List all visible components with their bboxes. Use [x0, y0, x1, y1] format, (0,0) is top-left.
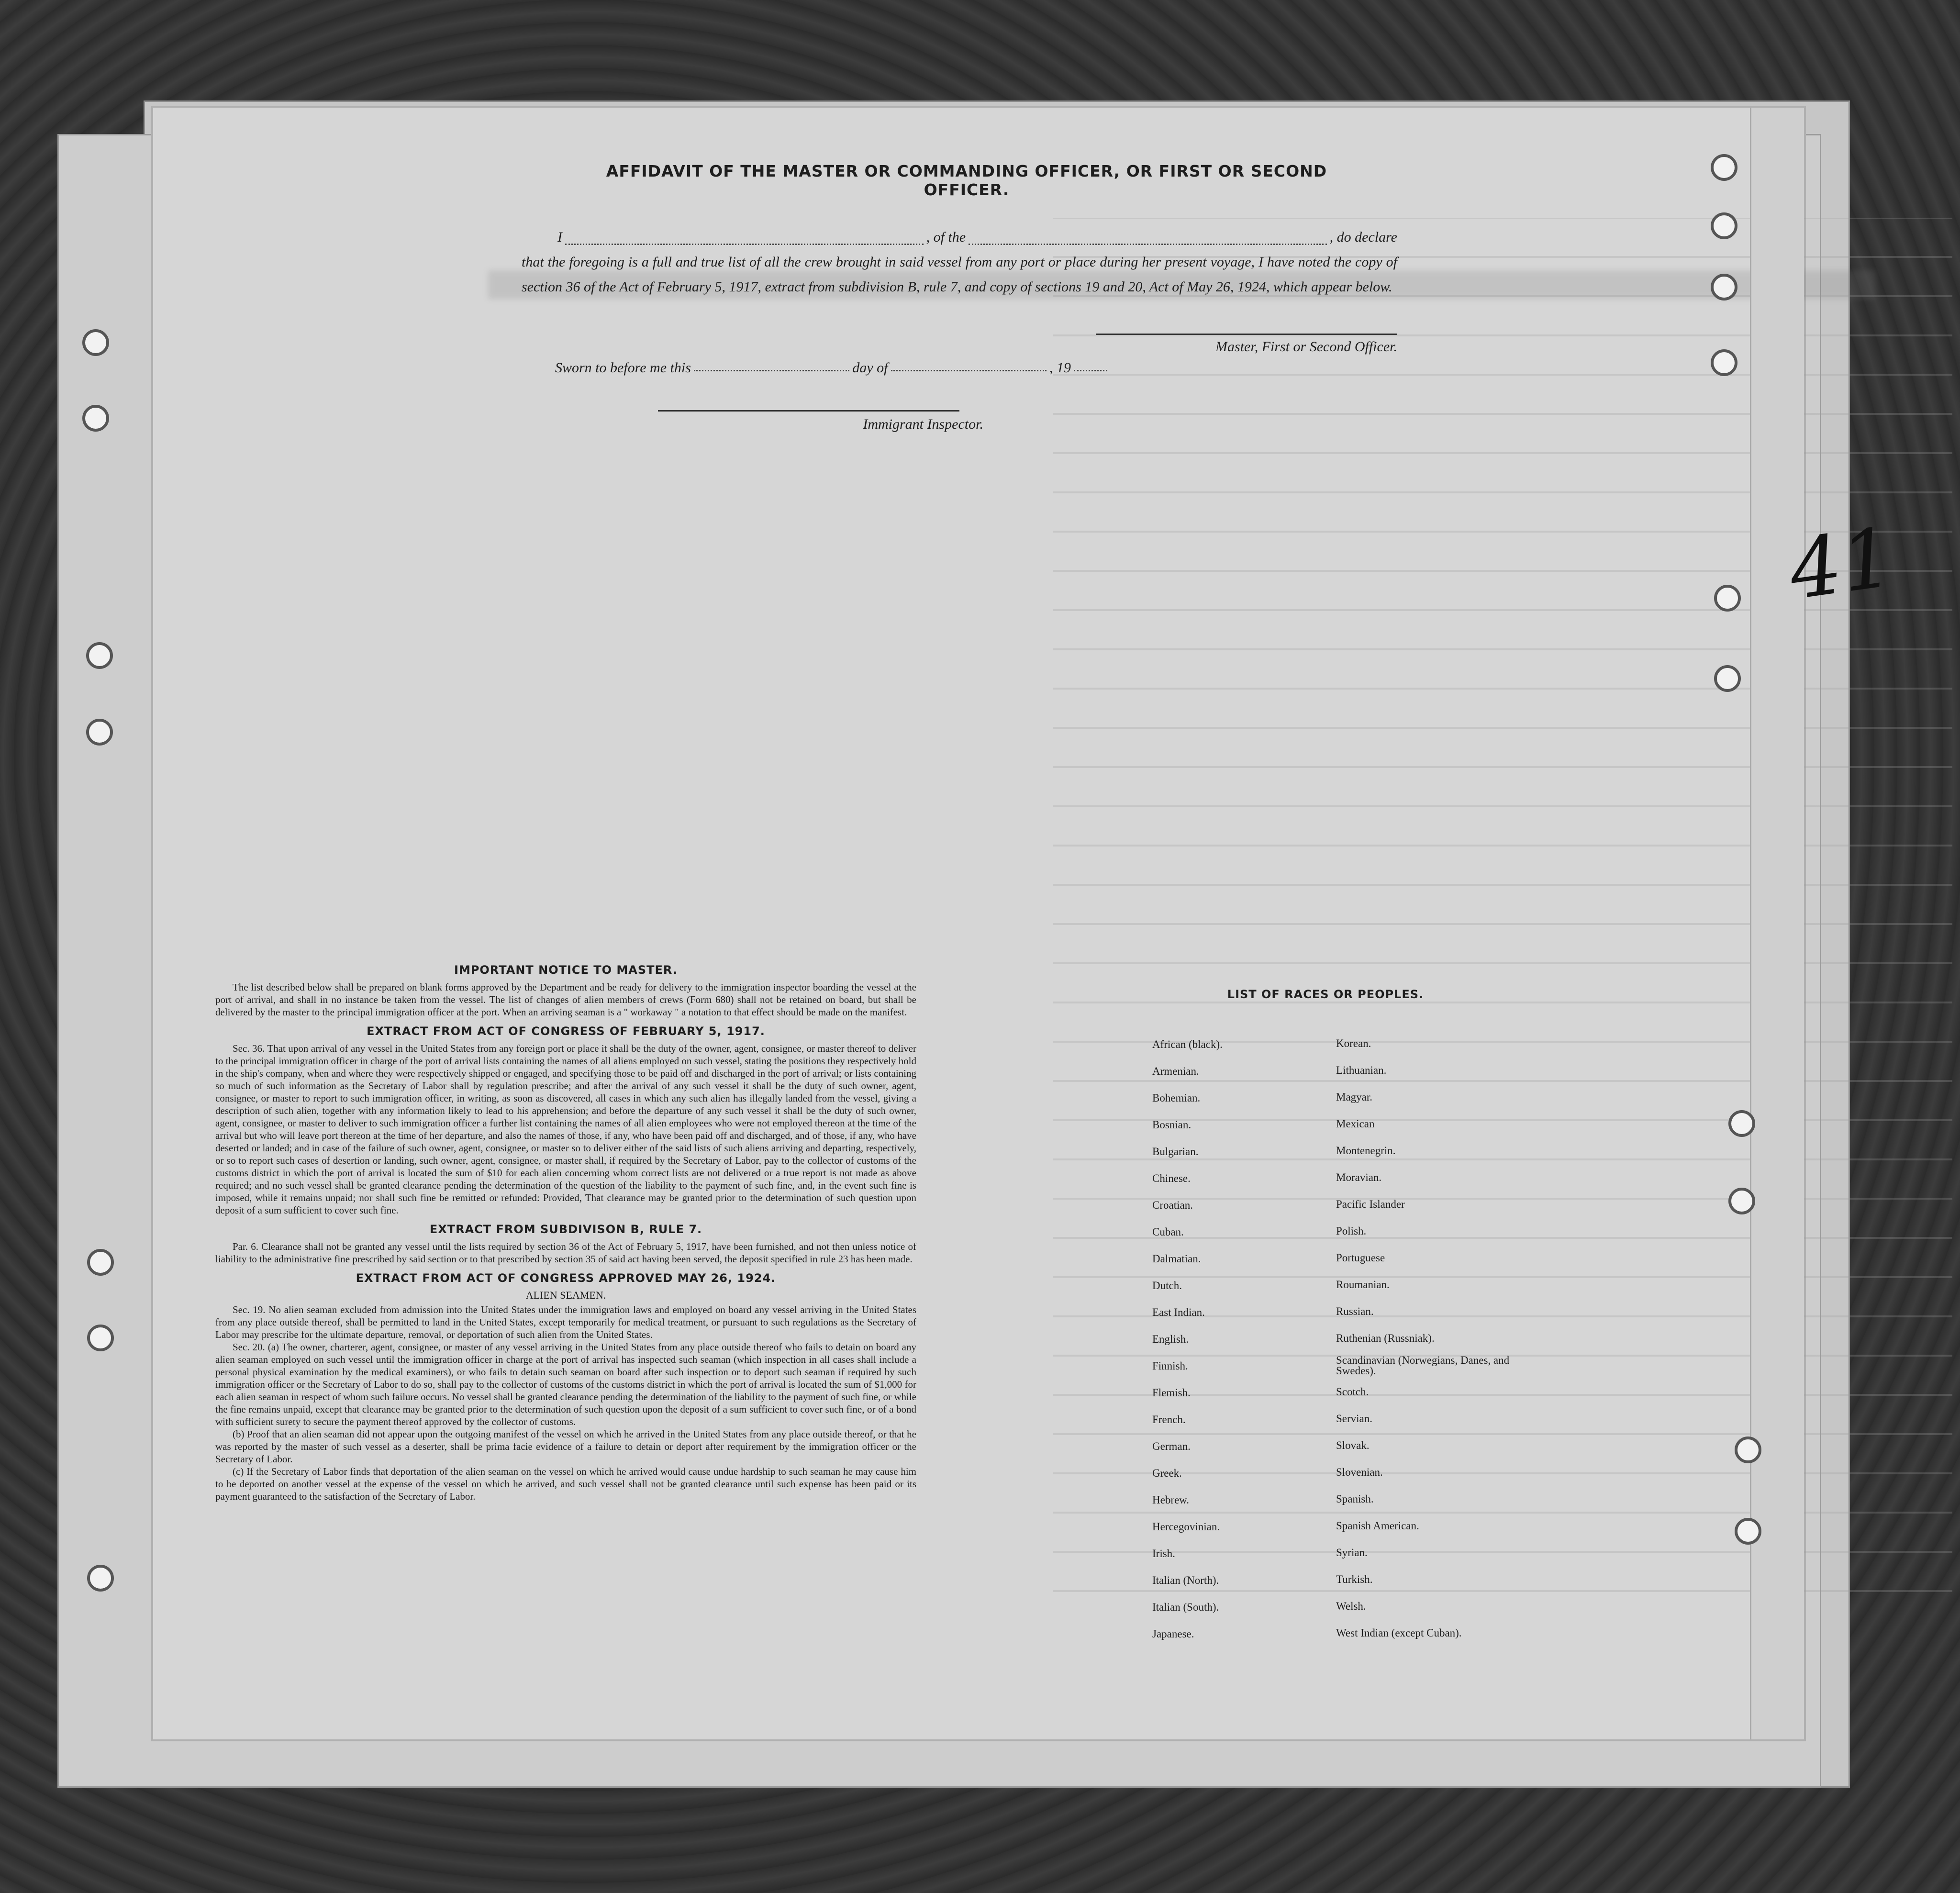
section-19-text: Sec. 19. No alien seaman excluded from admission into the United States under the immigration laws and employed on board any vessel arriving in the United States from any place outside thereof, shall be permitted to land in the United States, except temporarily for medical treatment, or pursuant to such regulations as the Secretary of Labor may prescribe for the ultimate departure, removal, or deportation of such alien from the United States.	[215, 1304, 916, 1340]
race-item: Armenian.	[1152, 1065, 1199, 1077]
alien-seamen-subtitle: ALIEN SEAMEN.	[525, 1289, 606, 1301]
notice-text: The list described below shall be prepared on blank forms approved by the Department and be ready for delivery to the immigration inspector boarding the vessel at the port of arrival, and shall in no instance be taken from the vessel. The list of changes of alien members of crews (Form 680) shall not be retained on board, but shall be delivered by the master to the principal immigration officer at the port. When an arriving seaman is a " workaway " a notation to that effect should be made on the manifest.	[215, 981, 916, 1018]
race-item: Roumanian.	[1336, 1279, 1390, 1291]
race-item: Hebrew.	[1152, 1494, 1190, 1506]
extract-rule7-title: EXTRACT FROM SUBDIVISON B, RULE 7.	[429, 1223, 702, 1236]
punch-hole	[1711, 154, 1737, 181]
legal-text-column	[215, 957, 916, 1503]
handwritten-annotation: 41	[1783, 510, 1900, 619]
section-20a-text: Sec. 20. (a) The owner, charterer, agent, consignee, or master of any vessel arriving in the United States from any place outside thereof who fails to detain on board any alien seaman employed on such vessel until the immigration officer in charge at the port of arrival has inspected such seaman (which inspection in all cases shall include a personal physical examination by the medical examiners), or who fails to detain such seaman on board after such inspection or to deport such seaman if required by such immigration officer or the Secretary of Labor to do so, shall pay to the collector of customs of the customs district in which the port of arrival is located the sum of $1,000 for each alien seaman in respect of whom such failure occurs. No vessel shall be granted clearance pending the determination of the liability to the payment of such fine, or while the fine remains unpaid, except that clearance may be granted prior to the determination of such question upon the deposit of a sum sufficient to cover such fine, or of a bond with sufficient surety to secure the payment thereof approved by the collector of customs.	[215, 1341, 916, 1427]
race-item: Moravian.	[1336, 1171, 1382, 1183]
race-item: Turkish.	[1336, 1573, 1373, 1585]
race-item: Flemish.	[1152, 1387, 1191, 1399]
race-item: African (black).	[1152, 1038, 1223, 1050]
punch-hole	[82, 405, 109, 432]
race-item: East Indian.	[1152, 1306, 1205, 1318]
punch-hole	[87, 1565, 114, 1592]
race-item: Hercegovinian.	[1152, 1521, 1220, 1533]
punch-hole	[82, 329, 109, 356]
race-item: Magyar.	[1336, 1091, 1373, 1103]
race-item: Scotch.	[1336, 1386, 1369, 1398]
signature-label: Master, First or Second Officer.	[1215, 339, 1397, 355]
section-20b-text: (b) Proof that an alien seaman did not appear upon the outgoing manifest of the vessel on which he arrived in the United States from any place outside thereof, or that he was reported by the master of such vessel as a deserter, shall be prima facie evidence of a failure to detain or deport after requirement by the immigration officer or the Secretary of Labor.	[215, 1428, 916, 1465]
race-item: Bosnian.	[1152, 1119, 1192, 1131]
extract-1917-text: Sec. 36. That upon arrival of any vessel in the United States from any foreign port or place it shall be the duty of the owner, agent, consignee, or master thereof to deliver to the principal immigration officer in charge of the port of arrival lists containing the names of all aliens employed on such vessel, stating the positions they respectively hold in the ship's company, when and where they were respectively shipped or engaged, and specifying those to be paid off and discharged in the port of arrival; or lists containing so much of such information as the Secretary of Labor shall by regulation prescribe; and after the arrival of any such vessel it shall be the duty of such owner, agent, consignee, or master to report to such immigration officer, in writing, as soon as discovered, all cases in which any such alien has illegally landed from the vessel, giving a description of such alien, together with any information likely to lead to his apprehension; and before the departure of any such vessel it shall be the duty of such owner, agent, consignee, or master to deliver to such immigration officer a further list containing the names of all alien employees who were not employed thereon at the time of the arrival but who will leave port thereon at the time of her departure, and also the names of those, if any, who have been paid off and discharged, and of those, if any, who have deserted or landed; and in case of the failure of such owner, agent, consignee, or master so to deliver either of the said lists of such aliens arriving and departing, respectively, or so to report such cases of desertion or landing, such owner, agent, consignee, or master shall, if required by the Secretary of Labor, pay to the collector of customs of the customs district in which the port of arrival is located the sum of $10 for each alien concerning whom correct lists are not delivered or a true report is not made as above required; and no such vessel shall be granted clearance pending the determination of the question of the liability to the payment of such fine, and, in the event such fine is imposed, while it remains unpaid; nor shall such fine be remitted or refunded: Provided, That clearance may be granted prior to the determination of such question upon deposit of a sum sufficient to cover such fine.	[215, 1043, 916, 1216]
punch-hole	[1728, 1188, 1755, 1214]
inspector-signature-line[interactable]	[658, 410, 959, 412]
race-item: Dutch.	[1152, 1280, 1182, 1292]
sworn-line	[555, 360, 1110, 376]
punch-hole	[86, 719, 113, 746]
race-item: Spanish American.	[1336, 1520, 1419, 1532]
race-item: Pacific Islander	[1336, 1198, 1405, 1210]
punch-hole	[1735, 1518, 1761, 1545]
race-item: Scandinavian (Norwegians, Danes, and Swedes).	[1336, 1354, 1510, 1377]
affidavit-i: I	[557, 229, 562, 245]
race-item: German.	[1152, 1440, 1191, 1452]
punch-hole	[1714, 665, 1741, 692]
race-item: Polish.	[1336, 1225, 1367, 1237]
race-item: Portuguese	[1336, 1252, 1385, 1264]
race-item: Irish.	[1152, 1548, 1175, 1559]
race-item: Slovenian.	[1336, 1466, 1383, 1478]
punch-hole	[86, 642, 113, 669]
affidavit-statement: that the foregoing is a full and true list of all the crew brought in said vessel from any port or place during her present voyage, I have noted the copy of section 36 of the Act of February 5, 1917, extract from subdivision B, rule 7, and copy of sections 19 and 20, Act of May 26, 1924, which appear below.	[522, 254, 1397, 295]
sworn-prefix: Sworn to before me this	[555, 360, 691, 376]
race-item: West Indian (except Cuban).	[1336, 1627, 1462, 1639]
race-item: Dalmatian.	[1152, 1253, 1201, 1265]
section-20c-text: (c) If the Secretary of Labor finds that deportation of the alien seaman on the vessel on which he arrived would cause undue hardship to such seaman he may cause him to be deported on another vessel at the expense of the vessel on which he arrived, and such vessel shall not be granted clearance until such expense has been paid or its payment guaranteed to the satisfaction of the Secretary of Labor.	[215, 1466, 916, 1502]
affidavit-of-the: , of the	[926, 229, 966, 245]
sworn-day-of: day of	[852, 360, 888, 376]
punch-hole	[87, 1249, 114, 1276]
race-item: Italian (North).	[1152, 1574, 1219, 1586]
race-item: Bohemian.	[1152, 1092, 1201, 1104]
race-item: Croatian.	[1152, 1199, 1193, 1211]
race-item: Russian.	[1336, 1305, 1374, 1317]
affidavit-body	[522, 225, 1397, 300]
extract-rule7-text: Par. 6. Clearance shall not be granted any vessel until the lists required by section 36 of the Act of February 5, 1917, have been furnished, and not then unless notice of liability to the administrative fine prescribed by said section or to that prescribed by section 35 of said act having been served, the deposit specified in rule 23 has been made.	[215, 1241, 916, 1265]
sworn-month-blank[interactable]	[891, 369, 1047, 371]
inspector-label: Immigrant Inspector.	[863, 416, 983, 432]
affidavit-title: AFFIDAVIT OF THE MASTER OR COMMANDING OFFICER, OR FIRST OR SECOND OFFICER.	[606, 162, 1327, 199]
race-item: Cuban.	[1152, 1226, 1184, 1238]
notice-title: IMPORTANT NOTICE TO MASTER.	[454, 963, 678, 977]
sworn-day-blank[interactable]	[694, 369, 849, 371]
punch-hole	[1711, 212, 1737, 239]
punch-hole	[1728, 1110, 1755, 1137]
punch-hole	[87, 1325, 114, 1351]
race-item: Spanish.	[1336, 1493, 1374, 1505]
sworn-year: , 19	[1049, 360, 1071, 376]
race-item: Greek.	[1152, 1467, 1182, 1479]
name-blank[interactable]	[565, 243, 924, 245]
race-item: Servian.	[1336, 1413, 1373, 1425]
race-item: Lithuanian.	[1336, 1064, 1387, 1076]
race-item: Montenegrin.	[1336, 1145, 1396, 1157]
race-item: Japanese.	[1152, 1628, 1194, 1640]
punch-hole	[1735, 1436, 1761, 1463]
punch-hole	[1711, 274, 1737, 301]
race-item: Korean.	[1336, 1037, 1371, 1049]
race-item: English.	[1152, 1333, 1189, 1345]
race-item: Finnish.	[1152, 1360, 1188, 1372]
race-item: Italian (South).	[1152, 1601, 1219, 1613]
race-item: Mexican	[1336, 1118, 1375, 1130]
race-item: Syrian.	[1336, 1547, 1368, 1559]
race-item: Ruthenian (Russniak).	[1336, 1332, 1435, 1344]
race-item: Bulgarian.	[1152, 1146, 1199, 1158]
affidavit-declaration-line	[522, 225, 1397, 250]
race-item: French.	[1152, 1414, 1186, 1425]
extract-1917-title: EXTRACT FROM ACT OF CONGRESS OF FEBRUARY 5, 1917.	[367, 1024, 765, 1038]
affidavit-do-declare: , do declare	[1329, 229, 1397, 245]
extract-1924-title: EXTRACT FROM ACT OF CONGRESS APPROVED MAY 26, 1924.	[356, 1271, 776, 1285]
races-title: LIST OF RACES OR PEOPLES.	[1227, 988, 1424, 1001]
race-item: Slovak.	[1336, 1439, 1370, 1451]
page-edge-strip	[1750, 108, 1804, 1739]
race-item: Chinese.	[1152, 1172, 1191, 1184]
sworn-year-blank[interactable]	[1074, 369, 1107, 371]
punch-hole	[1711, 349, 1737, 376]
race-item: Welsh.	[1336, 1600, 1366, 1612]
punch-hole	[1714, 585, 1741, 612]
vessel-blank[interactable]	[969, 243, 1327, 245]
signature-line[interactable]	[1096, 334, 1397, 335]
